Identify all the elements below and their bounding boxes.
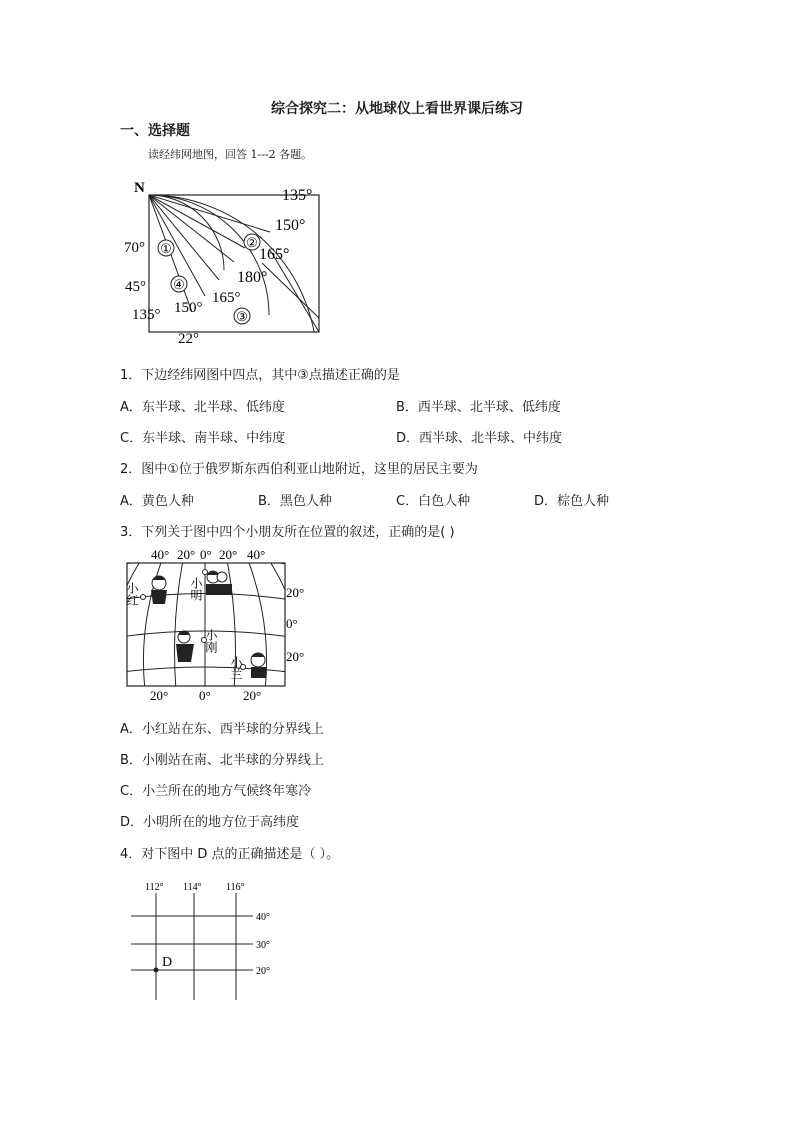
- fig2-bottom-3: 20°: [243, 688, 262, 703]
- north-pole-label: N: [134, 180, 145, 196]
- q2-option-b[interactable]: B．黑色人种: [258, 494, 332, 509]
- point-d-marker: [154, 968, 159, 973]
- fig3-right-3: 20°: [256, 966, 270, 977]
- q3-option-c[interactable]: C．小兰所在的地方气候终年寒冷: [120, 784, 312, 799]
- q3-option-b[interactable]: B．小刚站在南、北半球的分界线上: [120, 753, 324, 768]
- fig2-top-1: 40°: [151, 547, 170, 562]
- kid-label-xiaoming: 小明: [189, 577, 203, 601]
- fig2-right-2: 0°: [286, 616, 298, 631]
- fig2-top-2: 20°: [177, 547, 196, 562]
- point-d-label: D: [162, 955, 173, 970]
- fig2-top-3: 0°: [200, 547, 212, 562]
- point-1: ①: [160, 241, 172, 256]
- q2-option-a[interactable]: A．黄色人种: [120, 494, 194, 509]
- fig3-grid: [131, 893, 253, 1000]
- q1-option-b[interactable]: B．西半球、北半球、低纬度: [396, 400, 561, 415]
- q3-option-d[interactable]: D．小明所在的地方位于高纬度: [120, 815, 300, 830]
- kid-label-xiaohong: 小红: [125, 582, 139, 606]
- lon-label-3: 165°: [259, 246, 290, 263]
- section-heading: 一、选择题: [120, 123, 190, 139]
- lon-label-4: 180°: [237, 269, 268, 286]
- q3-option-a[interactable]: A．小红站在东、西半球的分界线上: [120, 722, 324, 737]
- fig3-top-3: 116°: [226, 882, 245, 893]
- fig2-right-1: 20°: [286, 585, 305, 600]
- q4-stem: 4．对下图中 D 点的正确描述是（ ）。: [120, 847, 340, 862]
- lat-label-22: 22°: [178, 331, 199, 347]
- q1-stem: 1．下边经纬网图中四点，其中③点描述正确的是: [120, 368, 400, 383]
- page-title: 综合探究二：从地球仪上看世界课后练习: [271, 101, 523, 117]
- lon-label-5: 135°: [132, 307, 161, 323]
- q2-stem: 2．图中①位于俄罗斯东西伯利亚山地附近，这里的居民主要为: [120, 462, 478, 477]
- fig3-right-1: 40°: [256, 912, 270, 923]
- fig2-right-3: 20°: [286, 649, 305, 664]
- q1-option-c[interactable]: C．东半球、南半球、中纬度: [120, 431, 286, 446]
- lon-label-6: 150°: [174, 300, 203, 316]
- lat-label-70: 70°: [124, 240, 145, 256]
- fig2-top-5: 40°: [247, 547, 266, 562]
- q2-option-c[interactable]: C．白色人种: [396, 494, 471, 509]
- fig2-bottom-1: 20°: [150, 688, 169, 703]
- fig2-bottom-2: 0°: [199, 688, 211, 703]
- kid-label-xiaolan: 小兰: [229, 656, 243, 680]
- q3-stem: 3．下列关于图中四个小朋友所在位置的叙述，正确的是( ): [120, 525, 455, 540]
- kid-label-xiaogang: 小刚: [204, 629, 218, 653]
- lon-label-1: 135°: [282, 187, 313, 204]
- intro-text: 读经纬网地图，回答 1---2 各题。: [148, 148, 313, 161]
- q2-option-d[interactable]: D．棕色人种: [534, 494, 610, 509]
- lon-label-2: 150°: [275, 217, 306, 234]
- point-2: ②: [246, 235, 258, 250]
- fig2-top-4: 20°: [219, 547, 238, 562]
- q1-option-d[interactable]: D．西半球、北半球、中纬度: [396, 431, 563, 446]
- lat-label-45: 45°: [125, 279, 146, 295]
- point-3: ③: [236, 309, 248, 324]
- point-4: ④: [173, 277, 185, 292]
- lon-label-7: 165°: [212, 290, 241, 306]
- q1-option-a[interactable]: A．东半球、北半球、低纬度: [120, 400, 285, 415]
- fig3-right-2: 30°: [256, 940, 270, 951]
- fig3-top-1: 112°: [145, 882, 164, 893]
- fig3-top-2: 114°: [183, 882, 202, 893]
